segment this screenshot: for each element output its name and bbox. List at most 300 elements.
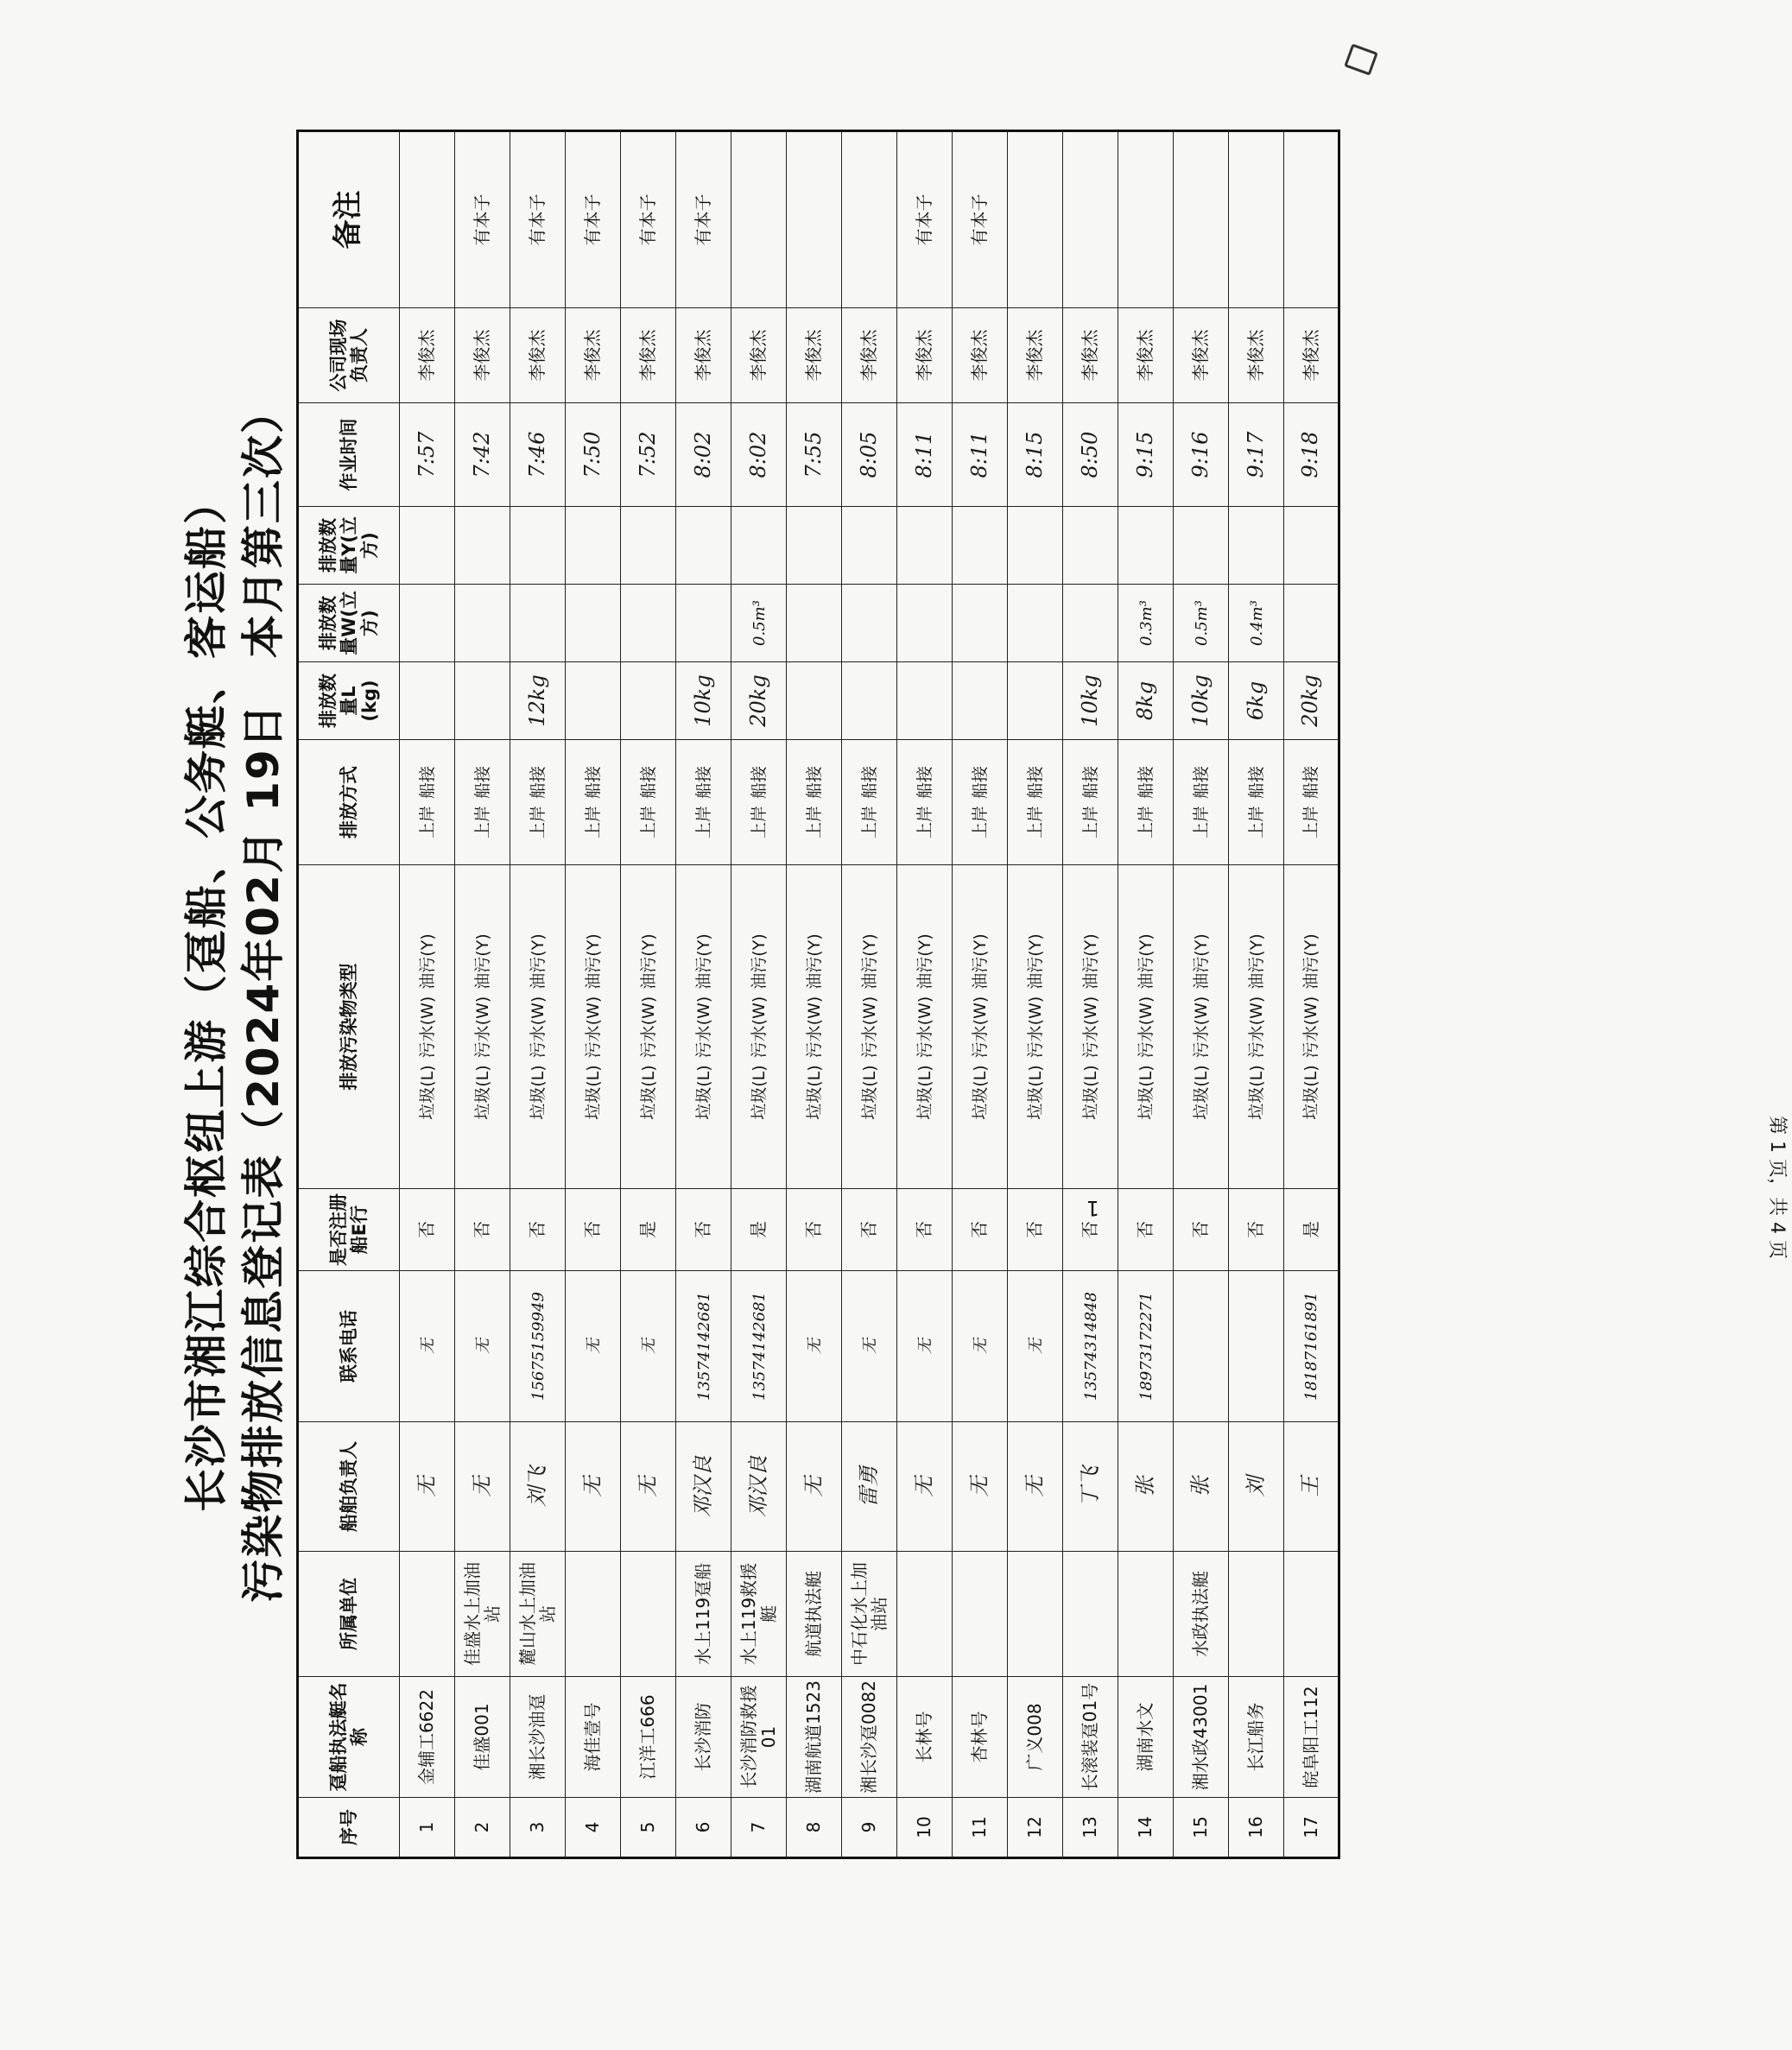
row-seq — [1229, 1798, 1284, 1858]
option-ship: 船接 — [1246, 765, 1266, 799]
option-sewage: 污水(W) — [915, 996, 934, 1059]
row-registered — [455, 1189, 510, 1271]
row-qty-w — [510, 585, 566, 662]
option-sewage: 污水(W) — [1246, 996, 1266, 1059]
header-seq: 序号 — [298, 1798, 400, 1858]
row-vessel — [621, 1677, 676, 1798]
row-time — [787, 403, 842, 507]
row-manager-text: 丁飞 — [1077, 1465, 1102, 1508]
row-pollutant-type — [953, 865, 1008, 1189]
row-method — [1118, 740, 1174, 865]
header-method: 排放方式 — [298, 740, 400, 865]
row-time-text: 7:52 — [635, 431, 660, 478]
option-garbage: 垃圾(L) — [528, 1065, 548, 1120]
table-row — [842, 131, 897, 1858]
row-unit-text: 水上119救援艇 — [738, 1562, 779, 1666]
table-row — [953, 131, 1008, 1858]
row-time — [1008, 403, 1063, 507]
row-time-text: 9:18 — [1298, 431, 1323, 478]
row-registered-text: 是 — [1300, 1221, 1321, 1238]
row-method — [455, 740, 510, 865]
option-ship: 船接 — [1301, 765, 1321, 799]
row-registered-text: 否 — [1190, 1221, 1211, 1238]
row-registered-text: 否 — [693, 1221, 713, 1238]
row-vessel-text: 广义008 — [1024, 1703, 1045, 1771]
row-qty-w — [621, 585, 676, 662]
row-remark — [621, 131, 676, 308]
row-qty-y — [731, 507, 787, 585]
table-row — [400, 131, 455, 1858]
row-time — [731, 403, 787, 507]
row-vessel-text: 湖南水文 — [1135, 1702, 1156, 1772]
row-registered — [621, 1189, 676, 1271]
option-ashore: 上岸 — [749, 806, 769, 839]
row-time — [510, 403, 566, 507]
row-vessel — [1118, 1677, 1174, 1798]
row-remark — [1284, 131, 1339, 308]
row-qty-w — [1118, 585, 1174, 662]
row-qty-l-text: 10kg — [1077, 674, 1102, 727]
row-qty-y — [897, 507, 953, 585]
row-manager-text: 无 — [579, 1476, 605, 1497]
row-vessel-text: 湘水政43001 — [1190, 1683, 1211, 1791]
option-ship: 船接 — [528, 765, 548, 799]
row-qty-w — [842, 585, 897, 662]
row-unit — [510, 1552, 566, 1677]
row-qty-y — [1174, 507, 1229, 585]
row-manager-text: 邓汉良 — [745, 1455, 770, 1518]
option-oil: 油污(Y) — [804, 933, 824, 990]
row-seq-text: 17 — [1300, 1816, 1321, 1838]
row-time-text: 7:55 — [801, 431, 826, 478]
row-remark-text: 有本子 — [637, 193, 658, 246]
row-seq — [1008, 1798, 1063, 1858]
row-qty-l-text: 8kg — [1132, 680, 1157, 721]
row-registered-text: 否 — [914, 1221, 934, 1238]
row-manager — [455, 1422, 510, 1552]
row-seq — [953, 1798, 1008, 1858]
row-registered — [1229, 1189, 1284, 1271]
row-site-manager — [510, 308, 566, 403]
option-ship: 船接 — [1191, 765, 1211, 799]
option-garbage: 垃圾(L) — [638, 1065, 658, 1120]
option-garbage: 垃圾(L) — [1080, 1065, 1100, 1120]
row-site-manager — [400, 308, 455, 403]
row-seq-text: 5 — [637, 1821, 658, 1833]
option-oil: 油污(Y) — [970, 933, 990, 990]
row-seq-text: 9 — [858, 1821, 879, 1833]
row-vessel — [1008, 1677, 1063, 1798]
row-seq-text: 15 — [1190, 1816, 1211, 1838]
row-seq-text: 16 — [1245, 1816, 1266, 1838]
row-vessel-text: 湘长沙油趸 — [527, 1693, 548, 1781]
row-pollutant-type — [400, 865, 455, 1189]
row-phone-text: 无 — [971, 1338, 990, 1354]
row-qty-y — [1229, 507, 1284, 585]
row-time — [1063, 403, 1118, 507]
row-vessel-text: 金辅工6622 — [416, 1689, 437, 1785]
row-qty-w — [1063, 585, 1118, 662]
header-manager: 船舶负责人 — [298, 1422, 400, 1552]
row-site-manager-text: 李俊杰 — [693, 329, 713, 382]
option-oil: 油污(Y) — [915, 933, 934, 990]
row-manager — [787, 1422, 842, 1552]
row-phone-text: 无 — [805, 1338, 824, 1354]
row-seq — [731, 1798, 787, 1858]
row-manager — [953, 1422, 1008, 1552]
row-pollutant-type — [1229, 865, 1284, 1189]
header-phone: 联系电话 — [298, 1271, 400, 1422]
option-ship: 船接 — [970, 765, 990, 799]
row-site-manager-text: 李俊杰 — [1300, 329, 1321, 382]
option-sewage: 污水(W) — [1301, 996, 1321, 1059]
option-oil: 油污(Y) — [749, 933, 769, 990]
row-unit — [566, 1552, 621, 1677]
row-time — [676, 403, 731, 507]
row-qty-w — [1229, 585, 1284, 662]
row-manager — [1063, 1422, 1118, 1552]
row-remark-text: 有本子 — [969, 193, 990, 246]
row-site-manager-text: 李俊杰 — [969, 329, 990, 382]
row-qty-l — [731, 662, 787, 740]
row-qty-w — [731, 585, 787, 662]
row-qty-l-text: 6kg — [1243, 680, 1268, 721]
option-ashore: 上岸 — [417, 806, 437, 839]
row-registered — [787, 1189, 842, 1271]
row-vessel-text: 长滚装趸01号 — [1080, 1682, 1100, 1792]
row-pollutant-type — [787, 865, 842, 1189]
option-ashore: 上岸 — [859, 806, 879, 839]
option-oil: 油污(Y) — [1080, 933, 1100, 990]
row-unit — [1229, 1552, 1284, 1677]
row-site-manager — [1063, 308, 1118, 403]
option-garbage: 垃圾(L) — [749, 1065, 769, 1120]
row-phone — [897, 1271, 953, 1422]
row-method — [897, 740, 953, 865]
row-unit-text: 水政执法艇 — [1190, 1571, 1211, 1657]
option-oil: 油污(Y) — [528, 933, 548, 990]
option-sewage: 污水(W) — [528, 996, 548, 1059]
row-time — [897, 403, 953, 507]
row-pollutant-type — [621, 865, 676, 1189]
row-registered-text: 否 — [803, 1221, 824, 1238]
row-registered — [566, 1189, 621, 1271]
header-vessel: 趸船执法艇名称 — [298, 1677, 400, 1798]
row-seq — [1063, 1798, 1118, 1858]
option-ship: 船接 — [417, 765, 437, 799]
option-sewage: 污水(W) — [693, 996, 713, 1059]
header-remark: 备注 — [298, 131, 400, 308]
row-manager-text: 王 — [1298, 1476, 1323, 1497]
row-remark-text: 有本子 — [472, 193, 492, 246]
row-phone — [621, 1271, 676, 1422]
option-ashore: 上岸 — [1080, 806, 1100, 839]
option-sewage: 污水(W) — [1191, 996, 1211, 1059]
row-qty-w-text: 0.5m³ — [1192, 600, 1211, 646]
option-ship: 船接 — [749, 765, 769, 799]
row-manager-text: 刘 — [1243, 1476, 1268, 1497]
option-garbage: 垃圾(L) — [970, 1065, 990, 1120]
row-qty-l — [1063, 662, 1118, 740]
row-qty-w — [400, 585, 455, 662]
row-seq-text: 4 — [582, 1821, 603, 1833]
row-vessel-text: 湘长沙趸0082 — [858, 1680, 879, 1794]
row-site-manager-text: 李俊杰 — [914, 329, 934, 382]
row-qty-l — [455, 662, 510, 740]
row-remark — [897, 131, 953, 308]
row-seq — [676, 1798, 731, 1858]
option-oil: 油污(Y) — [859, 933, 879, 990]
table-row — [566, 131, 621, 1858]
row-seq-text: 8 — [803, 1821, 824, 1833]
row-manager — [676, 1422, 731, 1552]
title-line-1: 长沙市湘江综合枢纽上游（趸船、公务艇、客运船） — [181, 479, 231, 1512]
row-registered-text: 否 — [472, 1221, 492, 1238]
row-site-manager — [897, 308, 953, 403]
row-time — [1229, 403, 1284, 507]
row-time — [953, 403, 1008, 507]
row-phone-text: 13574142681 — [750, 1292, 769, 1401]
row-time-text: 8:02 — [745, 431, 770, 478]
row-phone — [676, 1271, 731, 1422]
option-garbage: 垃圾(L) — [804, 1065, 824, 1120]
row-manager — [400, 1422, 455, 1552]
row-qty-w — [1008, 585, 1063, 662]
table-row — [1008, 131, 1063, 1858]
table-row — [1284, 131, 1339, 1858]
option-garbage: 垃圾(L) — [472, 1065, 492, 1120]
row-phone — [1063, 1271, 1118, 1422]
row-time — [621, 403, 676, 507]
row-method — [953, 740, 1008, 865]
row-time — [1174, 403, 1229, 507]
row-site-manager-text: 李俊杰 — [416, 329, 437, 382]
row-manager-text: 无 — [469, 1476, 494, 1497]
row-qty-l — [1118, 662, 1174, 740]
row-vessel — [1284, 1677, 1339, 1798]
row-phone-text: 无 — [860, 1338, 879, 1354]
row-manager — [1284, 1422, 1339, 1552]
row-qty-y — [676, 507, 731, 585]
row-phone-text: 无 — [639, 1338, 658, 1354]
row-registered-text: 否 — [1080, 1221, 1100, 1238]
option-oil: 油污(Y) — [638, 933, 658, 990]
row-pollutant-type — [510, 865, 566, 1189]
row-seq — [455, 1798, 510, 1858]
row-site-manager-text: 李俊杰 — [527, 329, 548, 382]
row-registered-text: 否 — [527, 1221, 548, 1238]
option-garbage: 垃圾(L) — [693, 1065, 713, 1120]
option-garbage: 垃圾(L) — [1136, 1065, 1156, 1120]
row-registered — [510, 1189, 566, 1271]
header-site-manager: 公司现场负责人 — [298, 308, 400, 403]
row-time-text: 9:15 — [1132, 431, 1157, 478]
row-qty-l-text: 10kg — [690, 674, 715, 727]
row-qty-l — [1229, 662, 1284, 740]
table-row — [676, 131, 731, 1858]
option-sewage: 污水(W) — [472, 996, 492, 1059]
row-time — [1118, 403, 1174, 507]
row-seq — [1118, 1798, 1174, 1858]
row-seq-text: 3 — [527, 1821, 548, 1833]
header-qty-w: 排放数量W(立方) — [298, 585, 400, 662]
table-row — [510, 131, 566, 1858]
row-unit — [953, 1552, 1008, 1677]
option-ship: 船接 — [915, 765, 934, 799]
row-unit — [1063, 1552, 1118, 1677]
page-number: 1 — [1086, 1196, 1099, 1220]
option-garbage: 垃圾(L) — [583, 1065, 603, 1120]
row-site-manager-text: 李俊杰 — [582, 329, 603, 382]
row-seq-text: 11 — [969, 1816, 990, 1838]
row-phone — [842, 1271, 897, 1422]
row-method — [566, 740, 621, 865]
option-oil: 油污(Y) — [693, 933, 713, 990]
row-manager-text: 刘飞 — [524, 1465, 549, 1508]
row-vessel-text: 长江船务 — [1245, 1702, 1266, 1772]
row-seq-text: 1 — [416, 1821, 437, 1833]
option-ashore: 上岸 — [583, 806, 603, 839]
row-method — [731, 740, 787, 865]
row-unit — [400, 1552, 455, 1677]
row-site-manager — [953, 308, 1008, 403]
option-sewage: 污水(W) — [638, 996, 658, 1059]
row-phone-text: 13574314848 — [1081, 1292, 1100, 1401]
table-row — [1063, 131, 1118, 1858]
option-garbage: 垃圾(L) — [417, 1065, 437, 1120]
row-vessel-text: 杏林号 — [969, 1711, 990, 1763]
option-oil: 油污(Y) — [1301, 933, 1321, 990]
option-ship: 船接 — [583, 765, 603, 799]
row-manager — [1008, 1422, 1063, 1552]
header-time: 作业时间 — [298, 403, 400, 507]
table-row — [787, 131, 842, 1858]
row-manager-text: 张 — [1132, 1476, 1157, 1497]
row-vessel — [953, 1677, 1008, 1798]
row-qty-l — [621, 662, 676, 740]
row-site-manager — [842, 308, 897, 403]
row-remark — [400, 131, 455, 308]
row-method — [510, 740, 566, 865]
row-manager-text: 邓汉良 — [690, 1455, 715, 1518]
row-unit — [1284, 1552, 1339, 1677]
row-site-manager — [1229, 308, 1284, 403]
row-method — [1284, 740, 1339, 865]
row-unit-text: 航道执法艇 — [803, 1571, 824, 1657]
option-oil: 油污(Y) — [1136, 933, 1156, 990]
row-method — [676, 740, 731, 865]
row-seq-text: 2 — [472, 1821, 492, 1833]
option-sewage: 污水(W) — [749, 996, 769, 1059]
row-qty-w — [1174, 585, 1229, 662]
table-row — [731, 131, 787, 1858]
row-registered — [676, 1189, 731, 1271]
row-registered-text: 是 — [637, 1221, 658, 1238]
row-remark — [731, 131, 787, 308]
row-remark — [1174, 131, 1229, 308]
row-phone — [400, 1271, 455, 1422]
row-qty-l — [510, 662, 566, 740]
row-vessel — [731, 1677, 787, 1798]
row-pollutant-type — [897, 865, 953, 1189]
row-method — [842, 740, 897, 865]
row-site-manager — [787, 308, 842, 403]
row-vessel — [676, 1677, 731, 1798]
option-garbage: 垃圾(L) — [1246, 1065, 1266, 1120]
row-method — [621, 740, 676, 865]
row-pollutant-type — [842, 865, 897, 1189]
row-site-manager-text: 李俊杰 — [1190, 329, 1211, 382]
row-manager-text: 无 — [966, 1476, 991, 1497]
option-ashore: 上岸 — [693, 806, 713, 839]
row-pollutant-type — [1118, 865, 1174, 1189]
row-vessel-text: 长沙消防 — [693, 1702, 713, 1772]
row-qty-l — [566, 662, 621, 740]
row-method — [1229, 740, 1284, 865]
row-unit — [621, 1552, 676, 1677]
row-qty-w-text: 0.5m³ — [750, 600, 769, 646]
row-unit — [455, 1552, 510, 1677]
row-seq — [400, 1798, 455, 1858]
option-oil: 油污(Y) — [417, 933, 437, 990]
pollutant-log-table — [296, 130, 1340, 1859]
row-seq — [510, 1798, 566, 1858]
row-phone — [566, 1271, 621, 1422]
row-qty-w — [676, 585, 731, 662]
row-phone — [1118, 1271, 1174, 1422]
row-qty-y — [621, 507, 676, 585]
option-ship: 船接 — [859, 765, 879, 799]
option-garbage: 垃圾(L) — [859, 1065, 879, 1120]
staple-mark — [1344, 43, 1378, 75]
option-ashore: 上岸 — [915, 806, 934, 839]
row-registered — [1118, 1189, 1174, 1271]
header-unit: 所属单位 — [298, 1552, 400, 1677]
row-vessel — [400, 1677, 455, 1798]
option-ashore: 上岸 — [1191, 806, 1211, 839]
row-phone — [787, 1271, 842, 1422]
option-ashore: 上岸 — [1301, 806, 1321, 839]
row-phone-text: 13574142681 — [694, 1292, 713, 1401]
row-manager — [897, 1422, 953, 1552]
row-registered — [400, 1189, 455, 1271]
row-registered-text: 否 — [969, 1221, 990, 1238]
row-qty-l — [400, 662, 455, 740]
option-garbage: 垃圾(L) — [1191, 1065, 1211, 1120]
row-qty-w — [566, 585, 621, 662]
option-ship: 船接 — [1080, 765, 1100, 799]
row-registered — [1174, 1189, 1229, 1271]
row-qty-y — [842, 507, 897, 585]
row-site-manager — [566, 308, 621, 403]
header-pollutant-type: 排放污染物类型 — [298, 865, 400, 1189]
row-manager — [1118, 1422, 1174, 1552]
row-time-text: 8:15 — [1022, 431, 1047, 478]
row-manager-text: 无 — [801, 1476, 826, 1497]
row-method — [1063, 740, 1118, 865]
title-line-2: 污染物排放信息登记表（2024年02月 19日 本月第三次） — [238, 389, 288, 1603]
row-manager — [566, 1422, 621, 1552]
row-qty-l — [787, 662, 842, 740]
row-remark — [953, 131, 1008, 308]
row-pollutant-type — [1174, 865, 1229, 1189]
table-row — [1174, 131, 1229, 1858]
row-time-text: 9:16 — [1187, 431, 1213, 478]
row-qty-y — [1008, 507, 1063, 585]
option-oil: 油污(Y) — [1191, 933, 1211, 990]
row-seq — [787, 1798, 842, 1858]
row-seq — [1284, 1798, 1339, 1858]
